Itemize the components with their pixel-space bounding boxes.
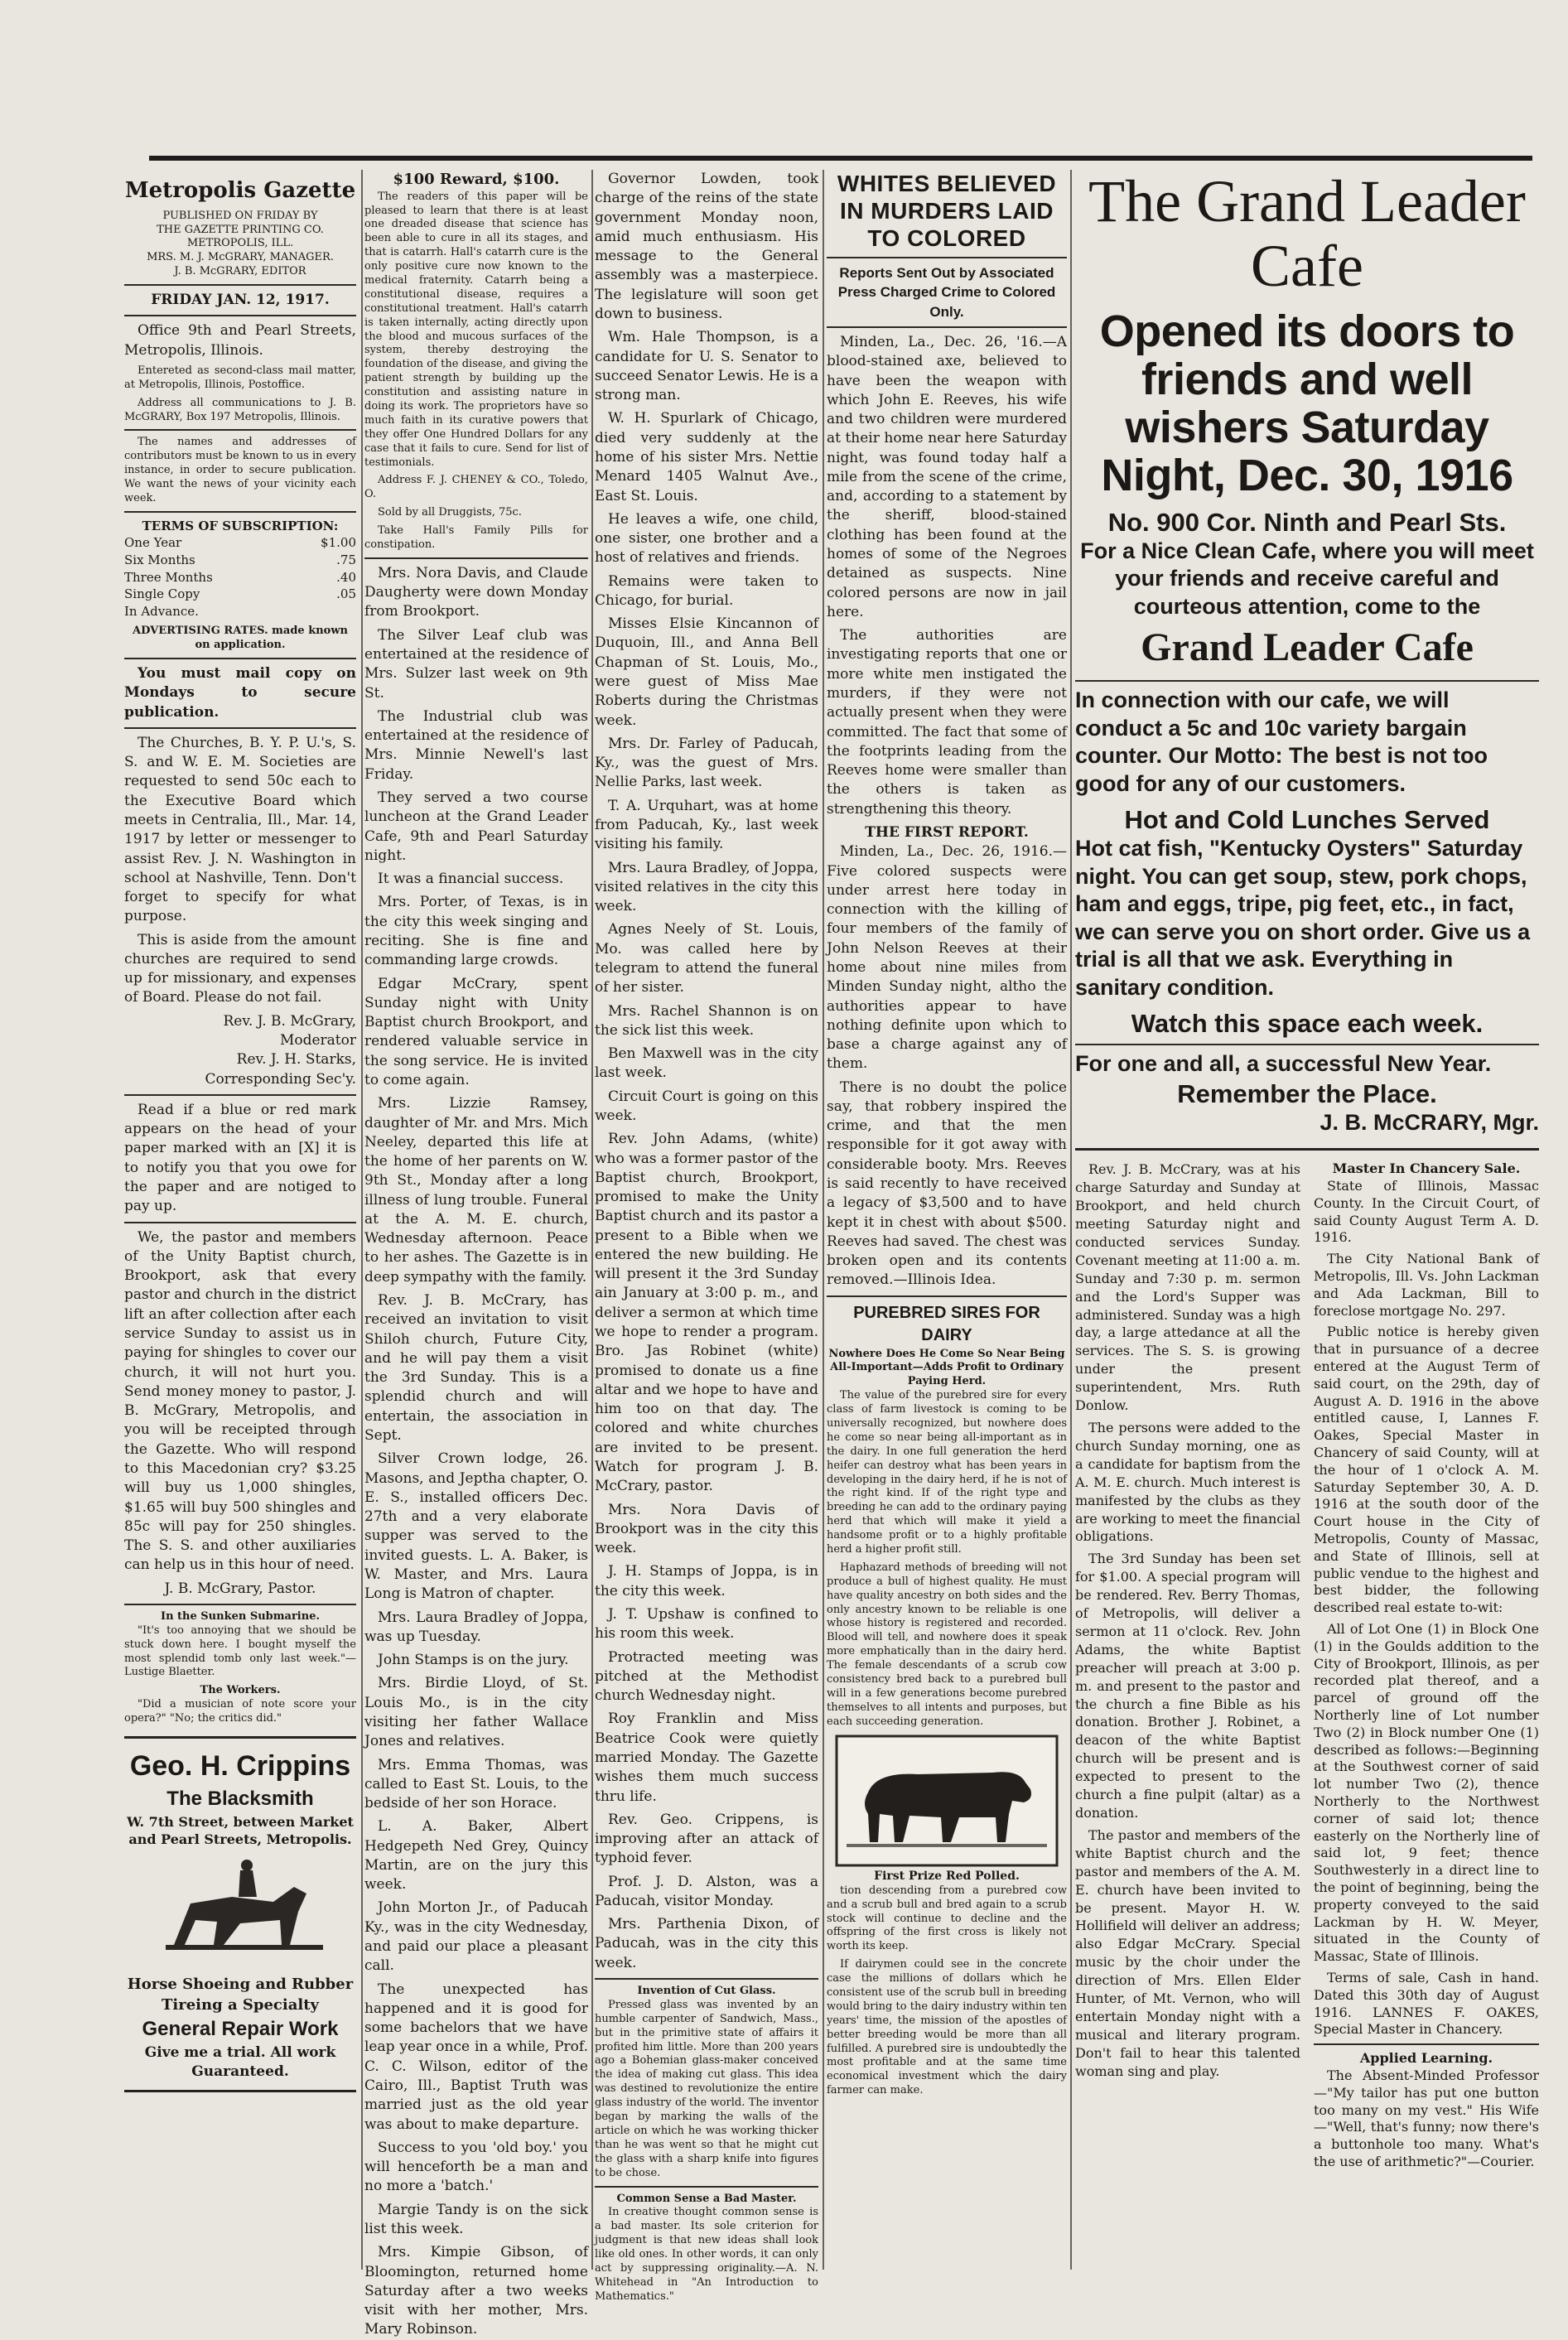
horse-shoeing-illustration (141, 1854, 340, 1970)
ad-name: Geo. H. Crippins (129, 1750, 351, 1783)
news-item: T. A. Urquhart, was at home from Paducah, Ky., last week visiting his family. (595, 797, 818, 853)
dairy-paragraph: The value of the purebred sire for every class of farm livestock is coming to be universally recognized, but nowhere does he come so near being all-important as in the dairy. In one full generation the herd heifer can destroy what has been years in developing in the dairy herd, if he is not of the right kind. If of the right type and breeding he can add to the ordinary paying herd that which will make it yield a handsome profit or to a highly profitable herd a higher profit still. (827, 1389, 1067, 1556)
news-item: Mrs. Rachel Shannon is on the sick list this week. (595, 1002, 818, 1039)
news-item: Governor Lowden, took charge of the reins of the state government Monday noon, amid much enthusiasm. His message to the General assembly was a masterpiece. The legislature will soon get down to business. (595, 171, 818, 322)
news-item: Mrs. Lizzie Ramsey, daughter of Mr. and Mrs. Mich Neeley, departed this life at the home of her parents on W. 9th St., Monday after a long illness of lung trouble. Funeral at the A. M. E. church, Wednesday afternoon. Peace to her ashes. The Gazette is in deep sympathy with the family. (364, 1095, 588, 1286)
subscription-title: TERMS OF SUBSCRIPTION: (142, 518, 339, 533)
cafe-lunch-heading: Hot and Cold Lunches Served (1124, 804, 1490, 834)
dairy-paragraph: If dairymen could see in the concrete case the millions of dollars which he consistent use of the scrub bull in breeding would bring to the dairy industry within ten years' time, the mission of the apostles of better breeding would be more than all fulfilled. A purebred sire is undoubtedly the most profitable and at the same time economical investment which the dairy farmer can make. (827, 1958, 1067, 2097)
news-item: Agnes Neely of St. Louis, Mo. was called here by telegram to attend the funeral of her sister. (595, 921, 818, 996)
murders-paragraph: Minden, La., Dec. 26, '16.—A blood-stained axe, believed to have been the weapon with which John E. Reeves, his wife and two children were murdered at their home near here Saturday night, was found today half a mile from the scene of the crime, and, according to a statement by the sheriff, blood-stained clothing has been found at the homes of some of the Negroes detained as suspects. Nine colored persons are now in jail here. (827, 333, 1067, 620)
masthead: Metropolis Gazette (124, 178, 356, 203)
cafe-brand: Grand Leader Cafe (1141, 625, 1474, 670)
news-item: Rev. J. B. McCrary, has received an invitation to visit Shiloh church, Future City, and he will pay them a visit the 3rd Sunday. This is a splendid church and will entertain, the association in Sept. (364, 1292, 588, 1445)
news-item: Remains were taken to Chicago, for burial. (595, 572, 818, 609)
dairy-paragraph: tion descending from a purebred cow and a scrub bull and bred again to a scrub stock will continue to decline and the offspring of the first cross is likely not worth its keep. (827, 1884, 1067, 1953)
column-masthead (124, 170, 356, 2270)
news-item: Prof. J. D. Alston, was a Paducah, visitor Monday. (595, 1873, 818, 1909)
news-item: Mrs. Dr. Farley of Paducah, Ky., was the guest of Mrs. Nellie Parks, last week. (595, 735, 818, 791)
baptist-appeal: We, the pastor and members of the Unity Baptist church, Brookport, ask that every pastor and church in the district lift an after collection after each service Sunday to assist us in paying for shingles to cover our church, it will not hurt you. Send money money to pastor, J. B. McGrary, Metropolis, and you will be receipted through the Gazette. Who will respond to this Macedonian cry? $3.25 will buy us 1,000 shingles, $1.65 will buy 500 shingles and 85c will pay for 250 shingles. The S. S. and other auxiliaries can help us in this hour of need. (124, 1228, 356, 1574)
column-divider (1070, 170, 1072, 2270)
publisher-line: J. B. McGRARY, EDITOR (174, 265, 306, 278)
churches-notice: The Churches, B. Y. P. U.'s, S. S. and W. E. M. Societies are requested to send 50c each to the Executive Board which meets in Centralia, Ill., Mar. 14, 1917 by letter or messenger to assist Rev. J. N. Washington in school at Nashville, Tenn. Don't forget to specify for what purpose. (124, 734, 356, 925)
news-item: Mrs. Kimpie Gibson, of Bloomington, returned home Saturday after a two weeks visit with her mother, Mrs. Mary Robinson. (364, 2244, 588, 2338)
red-polled-bull-illustration (835, 1734, 1059, 1867)
common-sense-text: In creative thought common sense is a bad master. Its sole criterion for judgment is that new ideas shall look like old ones. In other words, it can only act by suppressing originality.—A. N. Whitehead in "An Introduction to Mathematics." (595, 2206, 818, 2303)
joke-title: In the Sunken Submarine. (160, 1609, 320, 1623)
cafe-watch: Watch this space each week. (1131, 1008, 1484, 1038)
cafe-title-word: Cafe (1251, 232, 1363, 299)
news-item: Protracted meeting was pitched at the Methodist church Wednesday night. (595, 1648, 818, 1705)
contributors-notice: The names and addresses of contributors must be known to us in every instance, in order to secure publication. We want the news of your vicinity each week. (124, 436, 356, 505)
lower-columns (1075, 1160, 1539, 2174)
reward-sold: Sold by all Druggists, 75c. (378, 506, 522, 519)
subscription-row: Six Months .75 (124, 552, 356, 568)
column-general-news (595, 170, 818, 2303)
church-paragraph: The 3rd Sunday has been set for $1.00. A special program will be rendered. Rev. Berry Thomas, of Metropolis, will deliver a sermon at 11 o'clock. Rev. John Adams, the white Baptist preacher will preach at 3:00 p. m. and present to the pastor and the church a fine Bible as his donation. Brother J. Robinet, a deacon of the white Baptist church will be present and is expected to present to the church a fine pulpit (altar) as a donation. (1075, 1551, 1300, 1821)
chancery-paragraph: Terms of sale, Cash in hand. Dated this 30th day of August 1916. LANNES F. OAKES, Special Master in Chancery. (1314, 1969, 1539, 2038)
cafe-advertisement (1075, 170, 1539, 1151)
church-news (1075, 1160, 1300, 2174)
blacksmith-ad (124, 1736, 356, 2092)
news-item: J. T. Upshaw is confined to his room this week. (595, 1605, 818, 1643)
news-item: J. H. Stamps of Joppa, is in the city this week. (595, 1563, 818, 1599)
news-item: It was a financial success. (378, 871, 564, 888)
subscription-terms (124, 518, 356, 620)
church-paragraph: The persons were added to the church Sunday morning, one as a candidate for baptism from the A. M. E. church. Much interest is manifested by the clubs as they are working to meet the financial obligations. (1075, 1419, 1300, 1545)
first-report-paragraph: There is no doubt the police say, that robbery inspired the crime, and that the men responsible for it got away with considerable booty. Mrs. Reeves is said recently to have received a legacy of $3,500 and to have kept it in chest with about $500. Reeves had saved. The chest was broken open and its contents removed.—Illinois Idea. (827, 1078, 1067, 1289)
chancery-heading: Master In Chancery Sale. (1332, 1160, 1521, 1177)
signature: Rev. J. B. McGrary, (223, 1012, 356, 1030)
subscription-row: One Year $1.00 (124, 535, 356, 551)
cafe-invitation: For a Nice Clean Cafe, where you will meet your friends and receive careful and courteous attention, come to the (1080, 538, 1534, 619)
news-item: Circuit Court is going on this week. (595, 1088, 818, 1124)
issue-date: FRIDAY JAN. 12, 1917. (151, 292, 330, 309)
cafe-manager: J. B. McCRARY, Mgr. (1320, 1109, 1539, 1135)
illustration-caption: First Prize Red Polled. (874, 1869, 1020, 1883)
cafe-variety: In connection with our cafe, we will conduct a 5c and 10c variety bargain counter. Our Motto: The best is not too good for any of our customers. (1075, 688, 1488, 796)
news-item: Rev. Geo. Crippens, is improving after an attack of typhoid fever. (595, 1811, 818, 1867)
cafe-remember: Remember the Place. (1177, 1078, 1437, 1108)
news-item: Roy Franklin and Miss Beatrice Cook were quietly married Monday. The Gazette wishes them much success thru life. (595, 1710, 818, 1805)
legal-notice (1314, 1160, 1539, 2174)
signature-title: Moderator (279, 1032, 356, 1049)
advertising-rates: ADVERTISING RATES. made known on application. (132, 625, 348, 652)
cafe-lunch: Hot cat fish, "Kentucky Oysters" Saturday night. You can get soup, stew, pork chops, ham and eggs, tripe, pig feet, etc., in fact, we can serve you on short order. Give us a trial is all that we ask. Everything in sanitary condition. (1075, 836, 1531, 1000)
publisher-line: METROPOLIS, ILL. (186, 237, 294, 250)
top-rule (149, 156, 1532, 161)
column-divider (591, 170, 593, 2270)
publisher-line: PUBLISHED ON FRIDAY BY (162, 209, 318, 222)
chancery-paragraph: Public notice is hereby given that in pursuance of a decree entered at the August Term of said court, on the 29th, day of August A. D. 1916 in the above entitled cause, I, Lannes F. Oakes, Special Master in Chancery of said County, will at the hour of 1 o'clock A. M. Saturday September 30, A. D. 1916 at the south door of the Court house in the City of Metropolis, County of Massac, and State of Illinois, sell at public vendue to the highest and best bidder, the following described real estate to-wit: (1314, 1324, 1539, 1616)
dairy-headline: PUREBRED SIRES FOR DAIRY (853, 1303, 1040, 1345)
cafe-opened: Opened its doors to friends and well wishers Saturday Night, Dec. 30, 1916 (1099, 306, 1515, 501)
news-item: The unexpected has happened and it is good for some bachelors that we have leap year once in a while, Prof. C. C. Wilson, editor of the Cairo, Ill., Baptist Truth was married just as the old year was about to make departure. (364, 1981, 588, 2133)
news-item: Rev. John Adams, (white) who was a former pastor of the Baptist church, Brookport, promised to make the Unity Baptist church and its pastor a present to a Bible when we entered the new building. He will present it the 3rd Sunday ain January at 3:00 p. m., and deliver a sermon at which time we hope to render a program. Bro. Jas Robinet (white) promised to donate us a fine altar and we hope to have and him too on that day. The colored and white churches are invited to be present. Watch for program J. B. McCrary, pastor. (595, 1131, 818, 1495)
news-item: Mrs. Nora Davis, and Claude Daugherty were down Monday from Brookport. (364, 564, 588, 620)
cafe-new-year: For one and all, a successful New Year. (1075, 1051, 1492, 1077)
office-address: Office 9th and Pearl Streets, Metropolis, Illinois. (124, 322, 356, 359)
ad-address: W. 7th Street, between Market and Pearl Streets, Metropolis. (127, 1813, 354, 1848)
first-report-paragraph: Minden, La., Dec. 26, 1916.—Five colored suspects were under arrest here today in connection with the killing of four members of the family of John Nelson Reeves at their home about nine miles from Minden Sunday night, altho the authorities appear to have nothing definite upon which to base a charge against any of them. (827, 843, 1067, 1073)
publisher-line: MRS. M. J. McGRARY, MANAGER. (147, 251, 334, 264)
news-item: Ben Maxwell was in the city last week. (595, 1045, 818, 1082)
chancery-paragraph: State of Illinois, Massac County. In the Circuit Court, of said County August Term A. D. 1916. (1314, 1178, 1539, 1246)
ad-guarantee: Give me a trial. All work Guaranteed. (144, 2043, 336, 2080)
news-item: Wm. Hale Thompson, is a candidate for U. S. Senator to succeed Senator Lewis. He is a strong man. (595, 329, 818, 404)
cut-glass-text: Pressed glass was invented by an humble carpenter of Sandwich, Mass., but in the primitive state of affairs it profited him little. More than 200 years ago a Bohemian glass-maker conceived the idea of making cut glass. This idea was destined to revolutionize the entire glass industry of the world. The inventor began by marking the walls of the article on which he was working thicker than he was went so that he might cut the glass with a sharp knife into figures to be chose. (595, 1998, 818, 2179)
joke-text: "It's too annoying that we should be stuck down here. I bought myself the most splendid tomb only last week."—Lustige Blaetter. (124, 1624, 356, 1679)
news-item: Mrs. Parthenia Dixon, of Paducah, was in the city this week. (595, 1916, 818, 1971)
reward-address: Address F. J. CHENEY & CO., Toledo, O. (364, 474, 588, 501)
chancery-paragraph: All of Lot One (1) in Block One (1) in the Goulds addition to the City of Brookport, Illinois, as per recorded plat thereof, and a parcel of ground off the Northerly line of Lot number Two (2) in Block number One (1) described as follows:—Beginning at the Southwest corner of said lot number Two (2), thence Northerly to the Northwest corner of said lot; thence easterly on the Northerly line of said lot, 9 feet; thence Southwesterly in a direct line to the point of beginning, being the property conveyed to the said Lackman by H. W. Meyer, situated in the County of Massac, State of Illinois. (1314, 1621, 1539, 1965)
subscription-row: Single Copy .05 (124, 586, 356, 602)
news-item: Margie Tandy is on the sick list this week. (364, 2201, 588, 2237)
news-item: Misses Elsie Kincannon of Duquoin, Ill., and Anna Bell Chapman of St. Louis, Mo., were guest of Miss Mae Roberts during the Christmas week. (595, 615, 818, 729)
learning-heading: Applied Learning. (1359, 2050, 1493, 2067)
news-item: Mrs. Emma Thomas, was called to East St. Louis, to the bedside of her son Horace. (364, 1756, 588, 1812)
cut-glass-heading: Invention of Cut Glass. (637, 1985, 776, 1998)
churches-notice-2: This is aside from the amount churches are required to send up for missionary, and expenses of Board. Please do not fail. (124, 931, 356, 1006)
news-item: Success to you 'old boy.' you will henceforth be a man and no more a 'batch.' (364, 2139, 588, 2195)
news-item: He leaves a wife, one child, one sister, one brother and a host of relatives and friends. (595, 510, 818, 567)
signature-title: Corresponding Sec'y. (205, 1070, 356, 1088)
address-notice: Address all communications to J. B. McGRARY, Box 197 Metropolis, Illinois. (124, 396, 356, 423)
column-divider (361, 170, 363, 2270)
reward-text: The readers of this paper will be pleased to learn that there is at least one dreaded disease that science has been able to cure in all its stages, and that is catarrh. Hall's catarrh cure is the only positive cure now known to the medical fraternity. Catarrh being a constitutional disease, requires a constitutional treatment. Hall's catarrh is taken internally, acting directly upon the blood and mucous surfaces of the system, thereby destroying the foundation of the disease, and giving the patient strength by building up the constitution and assisting nature in doing its work. The proprietors have so much faith in its curative powers that they offer One Hundred Dollars for any case that it fails to cure. Send for list of testimonials. (364, 190, 588, 469)
joke-text: "Did a musician of note score your opera?" "No; the critics did." (124, 1698, 356, 1725)
common-sense-heading: Common Sense a Bad Master. (616, 2192, 797, 2205)
murders-subheadline: Reports Sent Out by Associated Press Charged Crime to Colored Only. (837, 265, 1056, 320)
news-item: Mrs. Nora Davis of Brookport was in the city this week. (595, 1501, 818, 1557)
ad-repair: General Repair Work (142, 2017, 339, 2040)
subscription-row: Three Months .40 (124, 569, 356, 585)
news-item: Edgar McCrary, spent Sunday night with Unity Baptist church Brookport, and rendered valuable service in the song service. He is invited to come again. (364, 975, 588, 1088)
news-item: L. A. Baker, Albert Hedgepeth Ned Grey, Quincy Martin, are on the jury this week. (364, 1818, 588, 1894)
first-report-heading: THE FIRST REPORT. (865, 823, 1029, 841)
reward-pills: Take Hall's Family Pills for constipation. (364, 524, 588, 552)
news-item: The Industrial club was entertained at the residence of Mrs. Minnie Newell's last Friday. (364, 707, 588, 783)
publisher-line: THE GAZETTE PRINTING CO. (157, 223, 324, 236)
signature: Rev. J. H. Starks, (236, 1051, 356, 1069)
entry-notice: Entereted as second-class mail matter, at Metropolis, Illinois, Postoffice. (124, 364, 356, 391)
column-divider (823, 170, 824, 2270)
news-item: Mrs. Birdie Lloyd, of St. Louis Mo., is in the city visiting her father Wallace Jones and relatives. (364, 1675, 588, 1750)
church-paragraph: The pastor and members of the white Baptist church and the pastor and members of the A. M. E. church have been invited to be present. Mayor H. W. Hollifield will deliver an address; also Edgar McCrary. Special music by the choir under the direction of Mrs. Ellen Elder Hunter, of Mt. Vernon, who will entertain Monday night with a musical and literary program. Don't fail to hear this talented woman sing and play. (1075, 1826, 1300, 2079)
chancery-paragraph: The City National Bank of Metropolis, Ill. Vs. John Lackman and Ada Lackman, Bill to foreclose mortgage No. 297. (1314, 1251, 1539, 1319)
news-item: Silver Crown lodge, 26. Masons, and Jeptha chapter, O. E. S., installed officers Dec. 27th and a very elaborate supper was served to the invited guests. L. A. Baker, is W. Master, and Mrs. Laura Long is Matron of chapter. (364, 1450, 588, 1603)
news-item: John Morton Jr., of Paducah Ky., was in the city Wednesday, and paid our place a pleasant call. (364, 1899, 588, 1975)
joke-title: The Workers. (200, 1684, 281, 1697)
cafe-title: The Grand Leader (1088, 168, 1526, 234)
murders-paragraph: The authorities are investigating reports that one or more white men instigated the murders, if they were not actually present when they were committed. The fact that some of the footprints leading from the Reeves home were smaller than the others is taken as strengthening this theory. (827, 627, 1067, 818)
dairy-paragraph: Haphazard methods of breeding will not produce a bull of highest quality. He must have quality ancestry on both sides and the only ancestry known to be reliable is one whose history is registered and recorded. Blood will tell, and nowhere does it speak more emphatically than in the dairy herd. The female descendants of a scrub cow consistency bred back to a purebred bull will in a few generations become purebred themselves to all intents and purposes, but each succeeding generation. (827, 1561, 1067, 1728)
learning-text: The Absent-Minded Professor—"My tailor has put one button too many on my vest." His Wife—"Well, that's funny; now there's a buttonhole too many. What's the use of arithmetic?"—Courier. (1314, 2067, 1539, 2169)
news-item: Mrs. Porter, of Texas, is in the city this week singing and reciting. She is fine and commanding large crowds. (364, 894, 588, 969)
news-item: W. H. Spurlark of Chicago, died very suddenly at the home of his sister Mrs. Nettie Menard 1405 Walnut Ave., East St. Louis. (595, 410, 818, 504)
ad-specialty: Horse Shoeing and Rubber Tireing a Specialty (127, 1976, 354, 2014)
church-paragraph: Rev. J. B. McCrary, was at his charge Saturday and Sunday at Brookport, and held church meeting Saturday night and conducted services Sunday. Covenant meeting at 11:00 a. m. Sunday and 7:30 p. m. sermon and the Lord's Supper was administered. Sunday was a high day, a large attedance at all the services. The S. S. is growing under the present superintendent, Mrs. Ruth Donlow. (1075, 1161, 1300, 1414)
dairy-subheadline: Nowhere Does He Come So Near Being All-Important—Adds Profit to Ordinary Paying Herd. (828, 1347, 1065, 1388)
news-item: Mrs. Laura Bradley, of Joppa, visited relatives in the city this week. (595, 859, 818, 915)
murders-headline: WHITES BELIEVED IN MURDERS LAID TO COLORED (837, 171, 1057, 252)
news-item: John Stamps is on the jury. (378, 1652, 569, 1669)
red-mark-notice: Read if a blue or red mark appears on the head of your paper marked with an [X] it is to notify you that you owe for the paper and are notiged to pay up. (124, 1101, 356, 1215)
copy-notice: You must mail copy on Mondays to secure publication. (124, 664, 356, 721)
column-local-news (364, 170, 588, 2338)
cafe-address: No. 900 Cor. Ninth and Pearl Sts. (1107, 507, 1507, 537)
baptist-signature: J. B. McGrary, Pastor. (164, 1580, 316, 1597)
news-item: They served a two course luncheon at the Grand Leader Cafe, 9th and Pearl Saturday night. (364, 789, 588, 864)
subscription-row: In Advance. (124, 603, 199, 619)
news-item: The Silver Leaf club was entertained at the residence of Mrs. Sulzer last week on 9th St. (364, 626, 588, 702)
column-cafe-ad (1075, 170, 1539, 2270)
news-item: Mrs. Laura Bradley of Joppa, was up Tuesday. (364, 1609, 588, 1645)
ad-subtitle: The Blacksmith (166, 1787, 314, 1810)
column-murders (827, 170, 1067, 2270)
reward-heading: $100 Reward, $100. (393, 171, 560, 188)
